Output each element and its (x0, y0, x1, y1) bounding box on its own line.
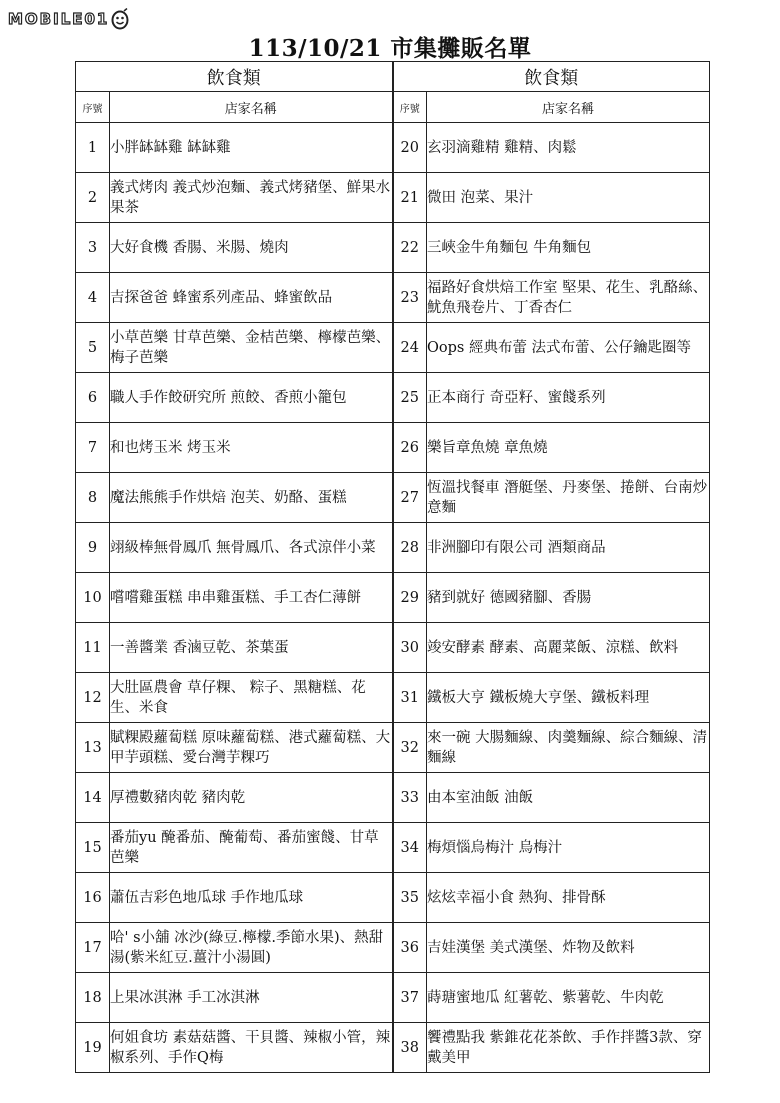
vendor-name-right: 非洲腳印有限公司 酒類商品 (427, 523, 710, 573)
vendor-number-left: 15 (76, 823, 110, 873)
vendor-name-left: 魔法熊熊手作烘焙 泡芙、奶酪、蛋糕 (110, 473, 393, 523)
table-row (76, 523, 710, 573)
vendor-number-left: 2 (76, 173, 110, 223)
vendor-name-right: Oops 經典布蕾 法式布蕾、公仔鑰匙圈等 (427, 323, 710, 373)
table-row (76, 323, 710, 373)
vendor-name-right: 吉娃漢堡 美式漢堡、炸物及飲料 (427, 923, 710, 973)
vendor-number-right: 26 (393, 423, 427, 473)
vendor-number-right: 31 (393, 673, 427, 723)
vendor-name-right: 福路好食烘焙工作室 堅果、花生、乳酪絲、魷魚飛卷片、丁香杏仁 (427, 273, 710, 323)
vendor-number-right: 24 (393, 323, 427, 373)
vendor-name-left: 小草芭樂 甘草芭樂、金桔芭樂、檸檬芭樂、梅子芭樂 (110, 323, 393, 373)
vendor-number-right: 28 (393, 523, 427, 573)
vendor-number-left: 4 (76, 273, 110, 323)
vendor-name-right: 三峽金牛角麵包 牛角麵包 (427, 223, 710, 273)
column-header-num-left: 序號 (76, 92, 110, 123)
logo-text: MOBILE01 (8, 10, 110, 28)
vendor-name-right: 炫炫幸福小食 熱狗、排骨酥 (427, 873, 710, 923)
vendor-name-right: 蒔瑭蜜地瓜 紅薯乾、紫薯乾、牛肉乾 (427, 973, 710, 1023)
table-row (76, 773, 710, 823)
vendor-number-right: 36 (393, 923, 427, 973)
vendor-number-right: 33 (393, 773, 427, 823)
vendor-number-left: 6 (76, 373, 110, 423)
vendor-number-right: 23 (393, 273, 427, 323)
vendor-number-left: 5 (76, 323, 110, 373)
vendor-name-left: 何姐食坊 素菇菇醬、干貝醬、辣椒小管，辣椒系列、手作Q梅 (110, 1023, 393, 1073)
table-row (76, 1023, 710, 1073)
mobile01-logo (8, 6, 129, 32)
table-row (76, 723, 710, 773)
vendor-name-right: 梅煩惱烏梅汁 烏梅汁 (427, 823, 710, 873)
vendor-number-left: 18 (76, 973, 110, 1023)
vendor-number-left: 1 (76, 123, 110, 173)
vendor-name-right: 恆溫找餐車 潛艇堡、丹麥堡、捲餅、台南炒意麵 (427, 473, 710, 523)
vendor-name-right: 由本室油飯 油飯 (427, 773, 710, 823)
page-title: 113/10/21 市集攤販名單 (248, 35, 532, 62)
vendor-name-left: 義式烤肉 義式炒泡麵、義式烤豬堡、鮮果水果茶 (110, 173, 393, 223)
vendor-number-right: 29 (393, 573, 427, 623)
vendor-name-right: 豬到就好 德國豬腳、香腸 (427, 573, 710, 623)
vendor-number-right: 34 (393, 823, 427, 873)
table-row (76, 423, 710, 473)
vendor-number-left: 14 (76, 773, 110, 823)
vendor-name-right: 正本商行 奇亞籽、蜜餞系列 (427, 373, 710, 423)
vendor-name-right: 鐵板大亨 鐵板燒大亨堡、鐵板料理 (427, 673, 710, 723)
vendor-name-right: 樂旨章魚燒 章魚燒 (427, 423, 710, 473)
vendor-number-left: 3 (76, 223, 110, 273)
vendor-table (75, 61, 710, 1073)
table-row (76, 273, 710, 323)
table-row (76, 873, 710, 923)
vendor-name-left: 大好食機 香腸、米腸、燒肉 (110, 223, 393, 273)
vendor-name-left: 職人手作餃研究所 煎餃、香煎小籠包 (110, 373, 393, 423)
vendor-number-left: 12 (76, 673, 110, 723)
vendor-number-left: 10 (76, 573, 110, 623)
vendor-number-right: 20 (393, 123, 427, 173)
vendor-name-left: 蕭伍吉彩色地瓜球 手作地瓜球 (110, 873, 393, 923)
vendor-name-left: 番茄yu 醃番茄、醃葡萄、番茄蜜餞、甘草芭樂 (110, 823, 393, 873)
vendor-name-left: 大肚區農會 草仔粿、 粽子、黑糖糕、花生、米食 (110, 673, 393, 723)
table-row (76, 973, 710, 1023)
vendor-name-right: 饗禮點我 紫錐花花茶飲、手作拌醬3款、穿戴美甲 (427, 1023, 710, 1073)
column-header-name-left: 店家名稱 (110, 92, 393, 123)
vendor-name-left: 一善醬業 香滷豆乾、茶葉蛋 (110, 623, 393, 673)
table-row (76, 673, 710, 723)
section-heading-left: 飲食類 (76, 62, 393, 92)
table-row (76, 573, 710, 623)
vendor-name-left: 翊級棒無骨鳳爪 無骨鳳爪、各式涼伴小菜 (110, 523, 393, 573)
table-row (76, 123, 710, 173)
vendor-number-left: 11 (76, 623, 110, 673)
vendor-name-left: 厚禮數豬肉乾 豬肉乾 (110, 773, 393, 823)
vendor-number-left: 17 (76, 923, 110, 973)
table-row (76, 623, 710, 673)
vendor-number-right: 25 (393, 373, 427, 423)
vendor-number-left: 16 (76, 873, 110, 923)
vendor-number-right: 27 (393, 473, 427, 523)
vendor-number-right: 22 (393, 223, 427, 273)
vendor-number-right: 30 (393, 623, 427, 673)
column-header-num-right: 序號 (393, 92, 427, 123)
vendor-number-right: 21 (393, 173, 427, 223)
vendor-name-right: 竣安酵素 酵素、高麗菜飯、涼糕、飲料 (427, 623, 710, 673)
vendor-number-right: 38 (393, 1023, 427, 1073)
vendor-name-left: 哈' s小舖 冰沙(綠豆.檸檬.季節水果)、熱甜湯(紫米紅豆.薑汁小湯圓) (110, 923, 393, 973)
column-header-row (76, 92, 710, 123)
section-heading-right: 飲食類 (393, 62, 710, 92)
column-header-name-right: 店家名稱 (427, 92, 710, 123)
table-row (76, 923, 710, 973)
vendor-name-left: 賦粿殿蘿蔔糕 原味蘿蔔糕、港式蘿蔔糕、大甲芋頭糕、愛台灣芋粿巧 (110, 723, 393, 773)
vendor-name-right: 玄羽滴雞精 雞精、肉鬆 (427, 123, 710, 173)
vendor-number-right: 35 (393, 873, 427, 923)
vendor-number-left: 13 (76, 723, 110, 773)
vendor-name-left: 嚐嚐雞蛋糕 串串雞蛋糕、手工杏仁薄餅 (110, 573, 393, 623)
vendor-number-left: 9 (76, 523, 110, 573)
table-row (76, 473, 710, 523)
vendor-name-left: 吉探爸爸 蜂蜜系列產品、蜂蜜飲品 (110, 273, 393, 323)
vendor-name-left: 上果冰淇淋 手工冰淇淋 (110, 973, 393, 1023)
vendor-number-left: 19 (76, 1023, 110, 1073)
vendor-number-right: 32 (393, 723, 427, 773)
vendor-number-left: 8 (76, 473, 110, 523)
table-row (76, 823, 710, 873)
vendor-name-right: 微田 泡菜、果汁 (427, 173, 710, 223)
vendor-number-left: 7 (76, 423, 110, 473)
vendor-name-left: 小胖缽缽雞 缽缽雞 (110, 123, 393, 173)
vendor-name-right: 來一碗 大腸麵線、肉羹麵線、綜合麵線、清麵線 (427, 723, 710, 773)
vendor-number-right: 37 (393, 973, 427, 1023)
table-row (76, 223, 710, 273)
smiley-icon (111, 8, 129, 30)
table-row (76, 173, 710, 223)
table-row (76, 373, 710, 423)
section-header-row (76, 62, 710, 92)
vendor-name-left: 和也烤玉米 烤玉米 (110, 423, 393, 473)
